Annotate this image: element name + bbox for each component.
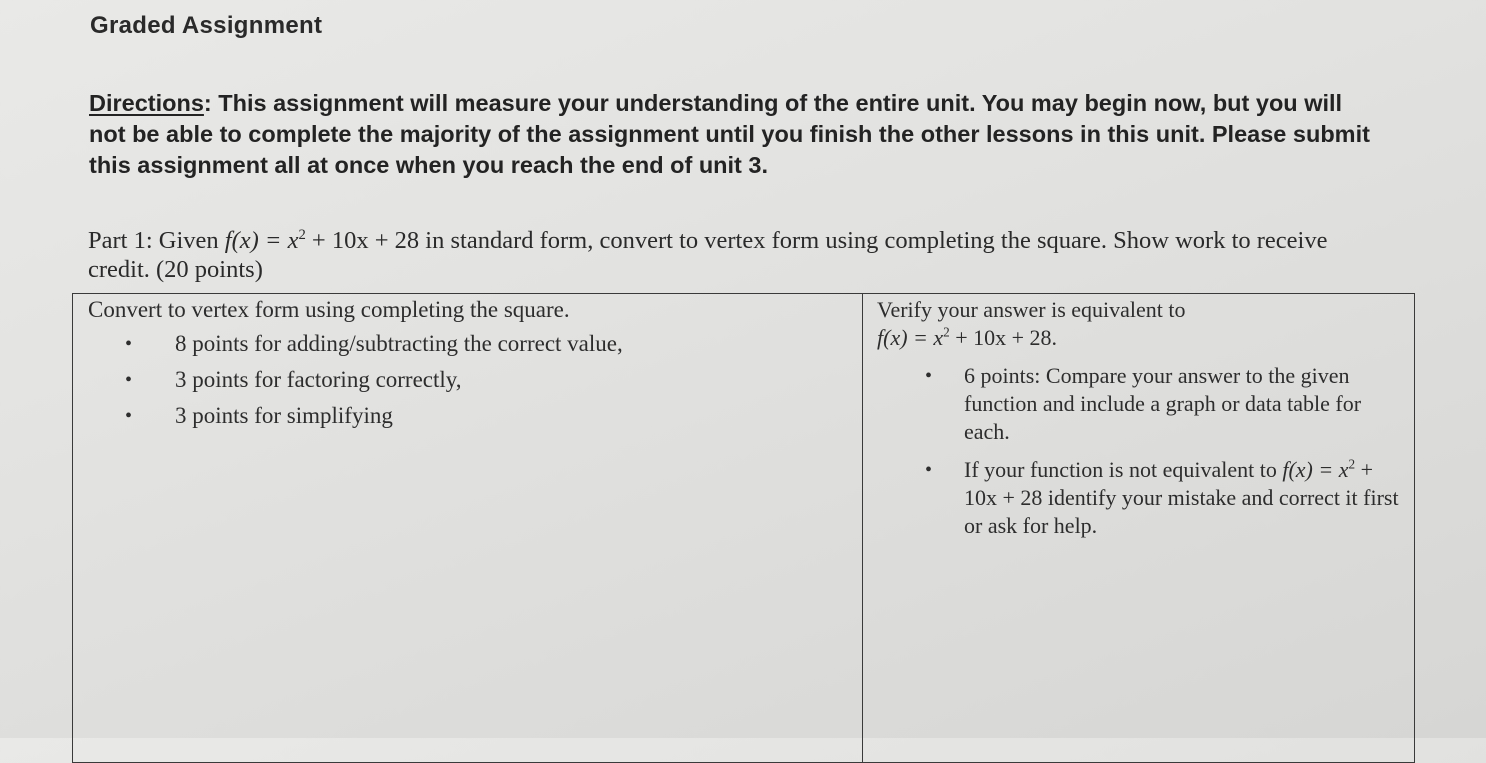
list-item: • 3 points for simplifying — [88, 404, 848, 428]
item2-suffix: identify your mistake and correct it first or ask for help. — [964, 485, 1399, 538]
directions-label: Directions — [89, 90, 204, 116]
table-cell-convert — [88, 296, 848, 440]
table-column-divider — [862, 293, 863, 763]
part1-function-exponent: 2 — [298, 226, 306, 243]
part1-prefix: Part 1: Given — [88, 227, 225, 254]
part1-function-lhs: f(x) = x — [224, 227, 299, 254]
table-cell-verify — [877, 296, 1402, 550]
item2-function-exponent: 2 — [1348, 456, 1356, 472]
directions-text: : This assignment will measure your understanding of the entire unit. You may begin now, but you will not be able to complete the majority of the assignment until you finish the other lessons in this unit. Please submit this assignment all at once when you reach the end of unit 3. — [89, 90, 1370, 178]
document-title: Graded Assignment — [90, 12, 323, 39]
part1-suffix: in standard form, convert to vertex form using completing the square. Show work to receive credit. (20 points) — [88, 227, 1328, 283]
item2-function-rhs: + 10x + 28 — [964, 457, 1373, 510]
item2-prefix: If your function is not equivalent to — [964, 457, 1283, 482]
item2-function-lhs: f(x) = x — [1282, 457, 1349, 482]
list-item: • 3 points for factoring correctly, — [88, 368, 848, 392]
part1-prompt — [88, 226, 1388, 284]
list-item: • 6 points: Compare your answer to the given function and include a graph or data table for each. — [877, 362, 1402, 446]
list-item: • 8 points for adding/subtracting the correct value, — [88, 332, 848, 356]
part1-function-rhs: + 10x + 28 — [305, 227, 420, 254]
verify-function-exponent: 2 — [943, 324, 950, 340]
directions-paragraph — [89, 88, 1379, 181]
convert-criteria-list — [88, 332, 848, 428]
verify-heading-text: Verify your answer is equivalent to — [877, 297, 1186, 322]
verify-criteria-list — [877, 362, 1402, 540]
verify-function-rhs: + 10x + 28. — [949, 325, 1058, 350]
verify-function-lhs: f(x) = x — [877, 325, 944, 350]
convert-heading: Convert to vertex form using completing the square. — [88, 297, 570, 322]
verify-heading — [877, 296, 1402, 352]
list-item — [877, 456, 1402, 540]
